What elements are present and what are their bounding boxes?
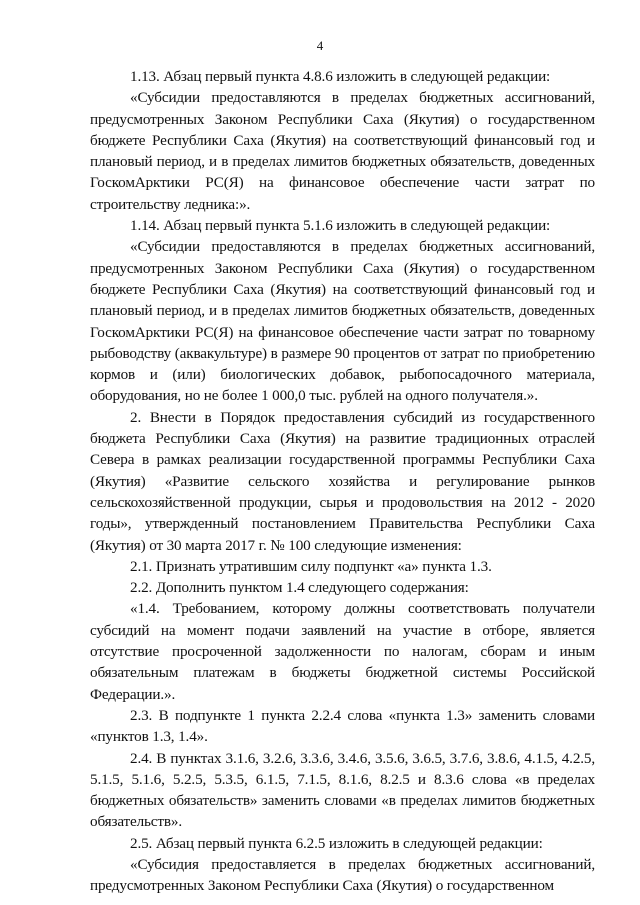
paragraph-2-1: 2.1. Признать утратившим силу подпункт «а» пункта 1.3.: [130, 557, 492, 575]
paragraph-2-3: 2.3. В подпункте 1 пункта 2.2.4 слова «пункта 1.3» заменить словами «пунктов 1.3, 1.4».: [90, 706, 595, 746]
paragraph-2-5-quote: «Субсидия предоставляется в пределах бюджетных ассигнований, предусмотренных Законом Республики Саха (Якутия) о государственном: [90, 855, 595, 895]
paragraph-2-4: 2.4. В пунктах 3.1.6, 3.2.6, 3.3.6, 3.4.6, 3.5.6, 3.6.5, 3.7.6, 3.8.6, 4.1.5, 4.2.5, 5.1.5, 5.1.6, 5.2.5, 5.3.5, 6.1.5, 7.1.5, 8.1.6, 8.2.5 и 8.3.6 слова «в пределах бюджетных обязательств» заменить словами «в пределах лимитов бюджетных обязательств».: [90, 749, 595, 831]
document-body: [90, 66, 595, 897]
paragraph-2-5-heading: 2.5. Абзац первый пункта 6.2.5 изложить в следующей редакции:: [130, 834, 543, 852]
paragraph-1-14-quote: «Субсидии предоставляются в пределах бюджетных ассигнований, предусмотренных Законом Республики Саха (Якутия) о государственном бюджете Республики Саха (Якутия) на соответствующий финансовый год и плановый период, и в пределах лимитов бюджетных обязательств, доведенных ГоскомАрктики РС(Я) на финансовое обеспечение части затрат по товарному рыбоводству (аквакультуре) в размере 90 процентов от затрат по приобретению кормов и (или) биологических добавок, рыбопосадочного материала, оборудования, но не более 1 000,0 тыс. рублей на одного получателя.».: [90, 238, 595, 405]
paragraph-1-13-heading: 1.13. Абзац первый пункта 4.8.6 изложить в следующей редакции:: [130, 68, 551, 85]
paragraph-1-13-quote: «Субсидии предоставляются в пределах бюджетных ассигнований, предусмотренных Законом Республики Саха (Якутия) о государственном бюджете Республики Саха (Якутия) на соответствующий финансовый год и плановый период, и в пределах лимитов бюджетных обязательств, доведенных ГоскомАрктики РС(Я) на финансовое обеспечение части затрат по строительству ледника:».: [90, 89, 595, 213]
paragraph-2: 2. Внести в Порядок предоставления субсидий из государственного бюджета Республики Саха (Якутия) на развитие традиционных отраслей Севера в рамках реализации государственной программы Республики Саха (Якутия) «Развитие сельского хозяйства и регулирование рынков сельскохозяйственной продукции, сырья и продовольствия на 2012 - 2020 годы», утвержденный постановлением Правительства Республики Саха (Якутия) от 30 марта 2017 г. № 100 следующие изменения:: [90, 408, 595, 554]
paragraph-1-14-heading: 1.14. Абзац первый пункта 5.1.6 изложить в следующей редакции:: [130, 217, 551, 235]
paragraph-1-4-quote: «1.4. Требованием, которому должны соответствовать получатели субсидий на момент подачи заявлений на участие в отборе, является отсутствие просроченной задолженности по налогам, сборам и иным обязательным платежам в бюджеты бюджетной системы Российской Федерации.».: [90, 600, 595, 703]
paragraph-2-2: 2.2. Дополнить пунктом 1.4 следующего содержания:: [130, 579, 469, 597]
page-number: 4: [316, 38, 324, 53]
